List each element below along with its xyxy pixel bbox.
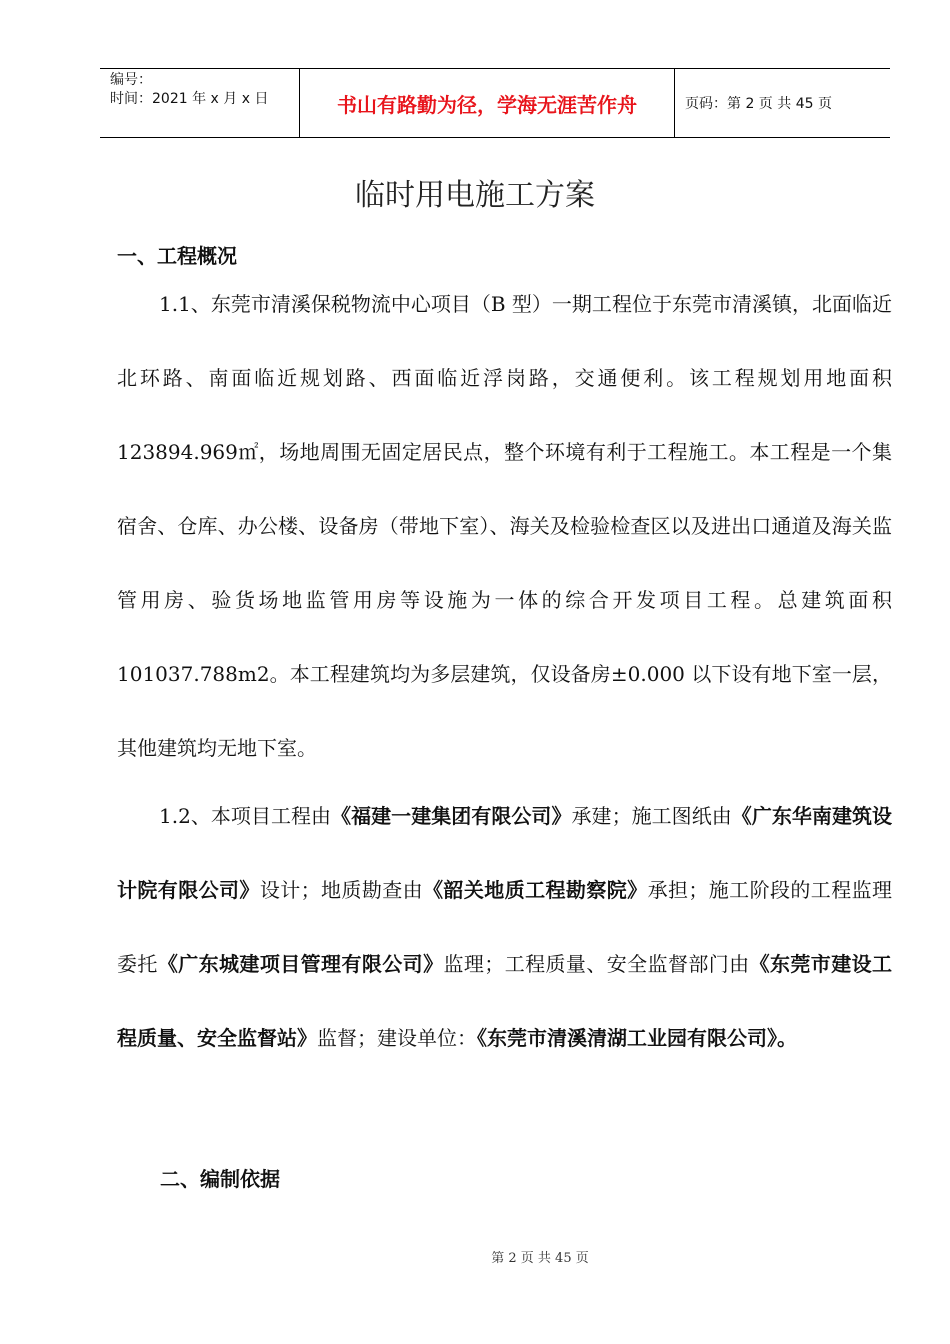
page-header (100, 68, 890, 138)
header-page-info: 页码：第 2 页 共 45 页 (685, 96, 832, 112)
page-footer: 第 2 页 共 45 页 (491, 1251, 589, 1266)
contractor-name: 《福建一建集团有限公司》 (331, 804, 572, 828)
owner-name: 《东莞市清溪清湖工业园有限公司》。 (477, 1026, 797, 1050)
para-text: 承建；施工图纸由 (571, 804, 732, 828)
quality-station-name: 《东莞市建设工程质量、安全监督站》 (117, 952, 893, 1050)
paragraph-1-2 (117, 779, 892, 1075)
number-label: 编号： (110, 72, 152, 88)
paragraph-1-1: 1.1、东莞市清溪保税物流中心项目（B 型）一期工程位于东莞市清溪镇，北面临近北环路、南面临近规划路、西面临近浮岗路，交通便利。该工程规划用地面积 123894.969㎡，场地周围无固定居民点，整个环境有利于工程施工。本工程是一个集宿舍、仓库、办公楼、设备房（带地下室）、海关及检验检查区以及进出口通道及海关监管用房、验货场地监管用房等设施为一体的综合开发项目工程。总建筑面积 101037.788m2。本工程建筑均为多层建筑，仅设备房±0.000 以下设有地下室一层，其他建筑均无地下室。 (117, 292, 892, 760)
section-heading-overview: 一、工程概况 (117, 244, 237, 268)
section-heading-basis: 二、编制依据 (160, 1167, 280, 1191)
para-text: 设计；地质勘查由 (259, 878, 424, 902)
designer-name: 《广东华南建筑设计院有限公司》 (117, 804, 893, 902)
header-motto: 书山有路勤为径，学海无涯苦作舟 (300, 69, 675, 137)
survey-name: 《韶关地质工程勘察院》 (423, 878, 648, 902)
supervisor-name: 《广东城建项目管理有限公司》 (157, 952, 444, 976)
para-text: 监理；工程质量、安全监督部门由 (443, 952, 750, 976)
para-text: 监督；建设单位： (317, 1026, 477, 1050)
header-meta (100, 69, 300, 137)
para-text: 1.2、本项目工程由 (159, 804, 332, 828)
document-title: 临时用电施工方案 (355, 178, 595, 213)
para-text: 承担；施工阶段的工程监理委托 (117, 878, 893, 976)
time-label: 时间：2021 年 x 月 x 日 (110, 91, 269, 107)
